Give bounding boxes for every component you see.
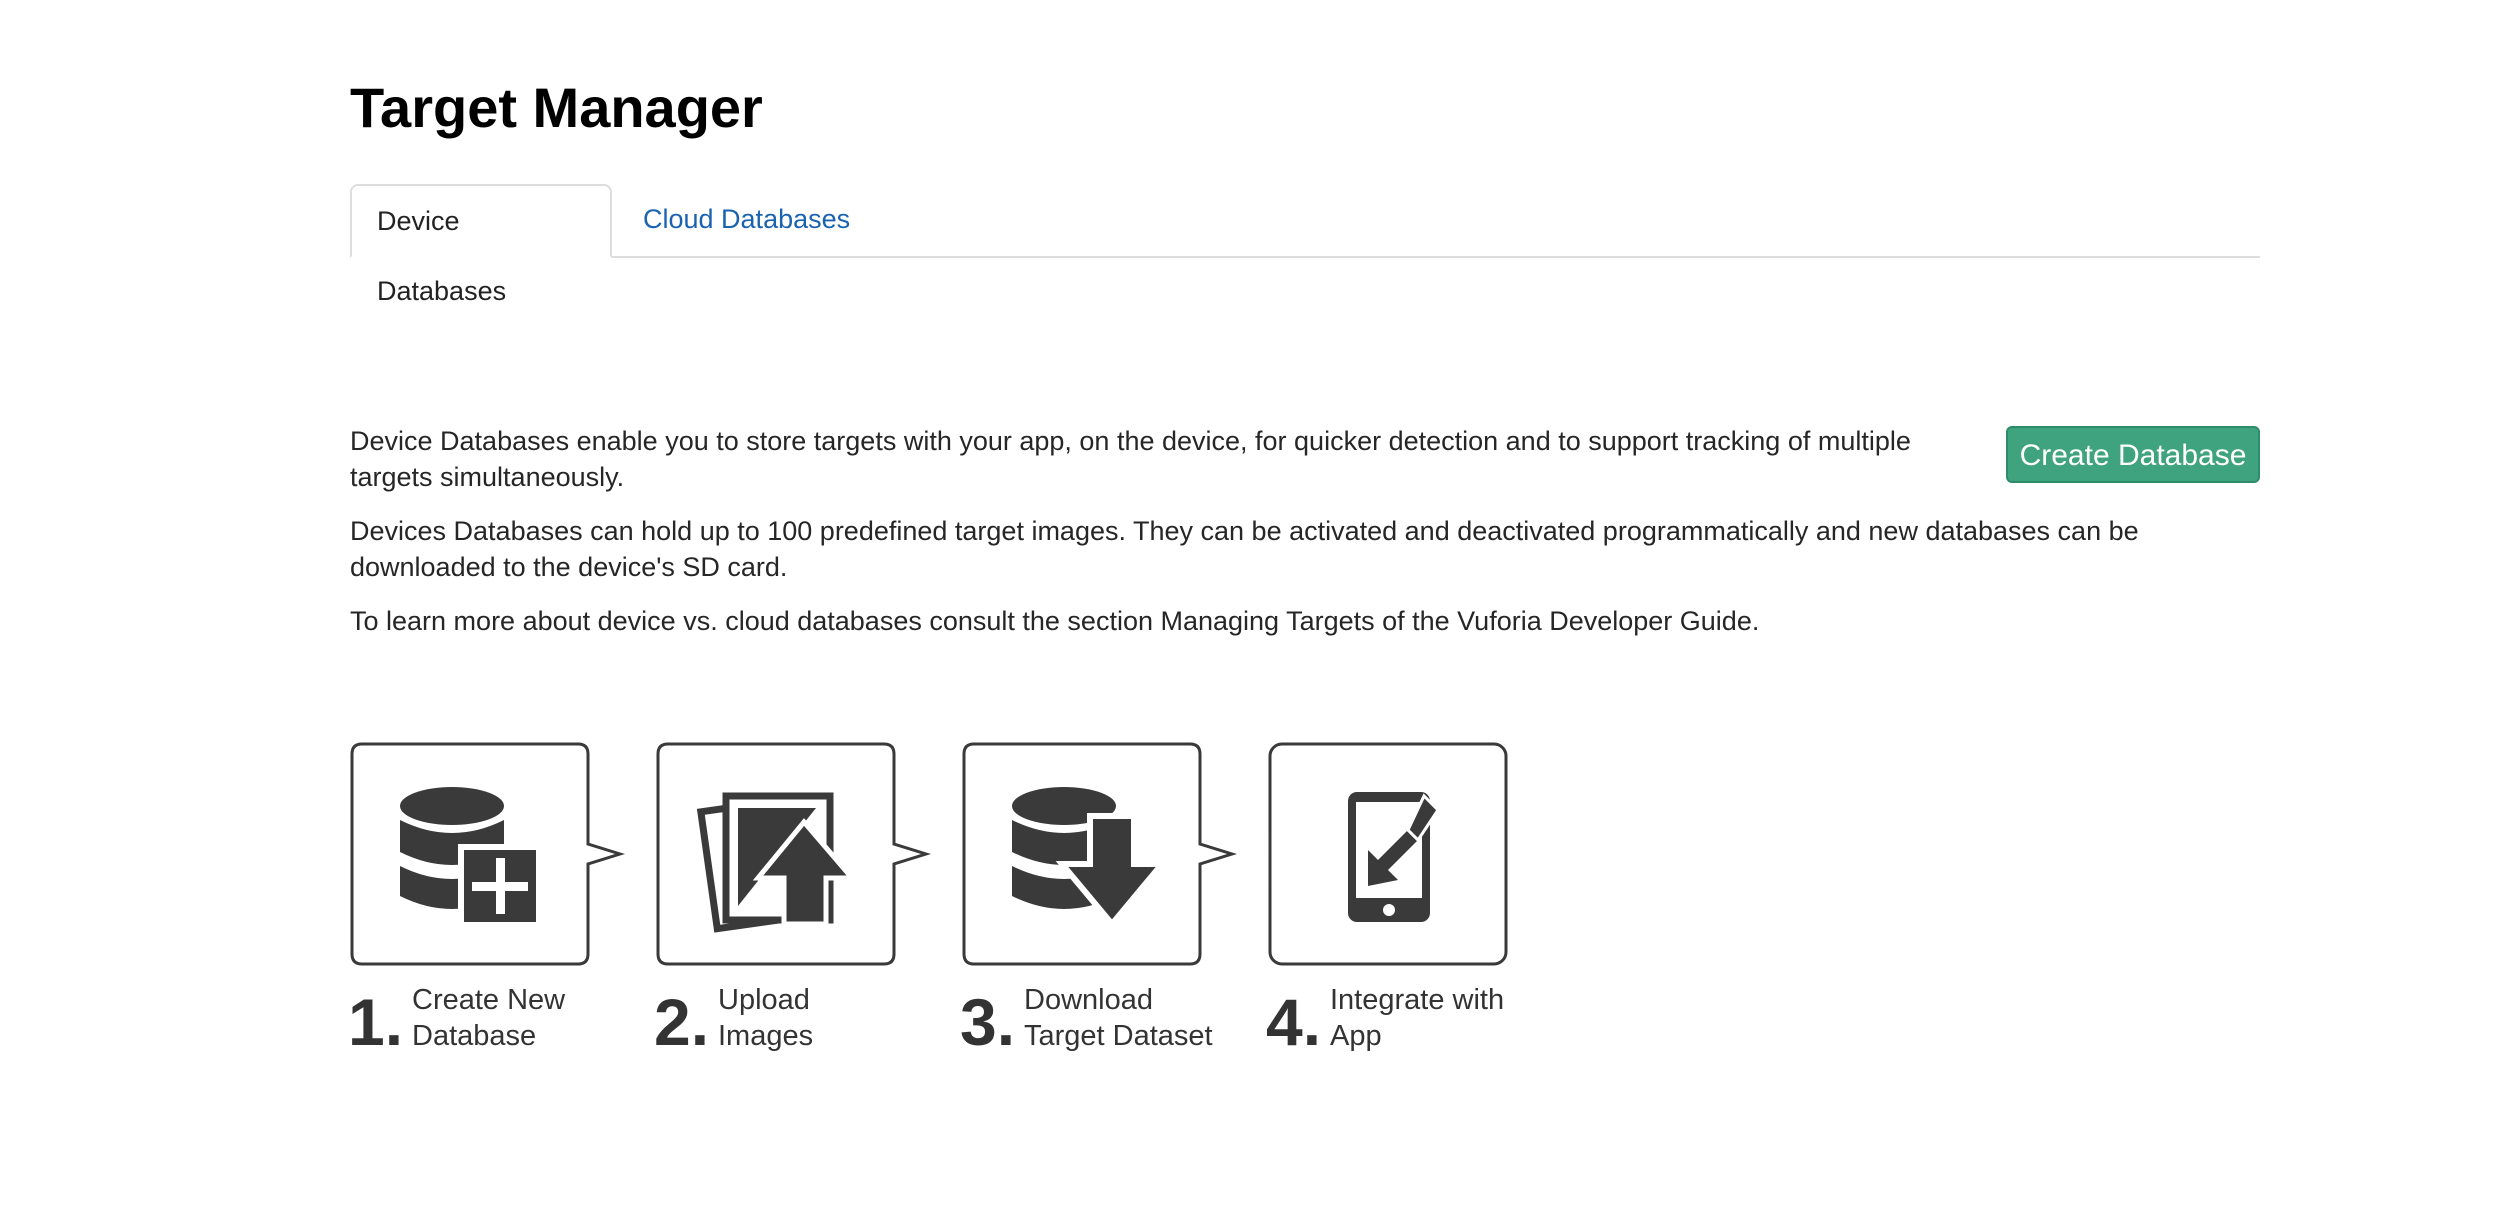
step-2-label	[718, 982, 948, 1054]
step-2-label-line1: Upload	[718, 984, 810, 1016]
step-4-label-line2: App	[1330, 1020, 1382, 1052]
tab-bar	[350, 184, 2260, 306]
step-1-number: 1.	[348, 985, 404, 1059]
page-title: Target Manager	[350, 76, 763, 139]
step-integrate-app	[1268, 740, 1558, 1060]
intro-paragraph-2: Devices Databases can hold up to 100 predefined target images. They can be activated and deactivated programmatically and new databases can be downloaded to the device's SD card.	[350, 516, 2139, 582]
intro-paragraph-3: To learn more about device vs. cloud databases consult the section Managing Targets of the Vuforia Developer Guide.	[350, 606, 1760, 636]
step-upload-images	[656, 740, 946, 1060]
step-2-number: 2.	[654, 985, 710, 1059]
image-upload-icon	[701, 796, 852, 929]
intro-paragraph-1: Device Databases enable you to store targets with your app, on the device, for quicker detection and to support tracking of multiple targets simultaneously.	[350, 426, 1911, 492]
workflow-steps	[350, 740, 1550, 1060]
step-4-label-line1: Integrate with	[1330, 984, 1505, 1016]
create-database-button[interactable]: Create Database	[2006, 426, 2260, 483]
tab-cloud-databases[interactable]: Cloud Databases	[643, 204, 851, 234]
step-3-label	[1024, 982, 1254, 1054]
step-3-label-line1: Download	[1024, 984, 1153, 1016]
step-4-number: 4.	[1266, 985, 1322, 1059]
step-3-label-line2: Target Dataset	[1024, 1020, 1213, 1052]
step-2-label-line2: Images	[718, 1020, 814, 1052]
intro-section	[350, 423, 2260, 657]
step-3-box	[962, 740, 1202, 968]
step-1-label-line2: Database	[412, 1020, 537, 1052]
step-2-box	[656, 740, 896, 968]
step-1-label-line1: Create New	[412, 984, 566, 1016]
step-create-database	[350, 740, 640, 1060]
step-4-label	[1330, 982, 1560, 1054]
step-1-box	[350, 740, 590, 968]
phone-integrate-icon	[1348, 792, 1438, 922]
tab-device-databases[interactable]: Device Databases	[350, 184, 612, 258]
step-3-number: 3.	[960, 985, 1016, 1059]
step-4-box	[1268, 740, 1508, 968]
step-download-dataset	[962, 740, 1252, 1060]
step-1-label	[412, 982, 642, 1054]
